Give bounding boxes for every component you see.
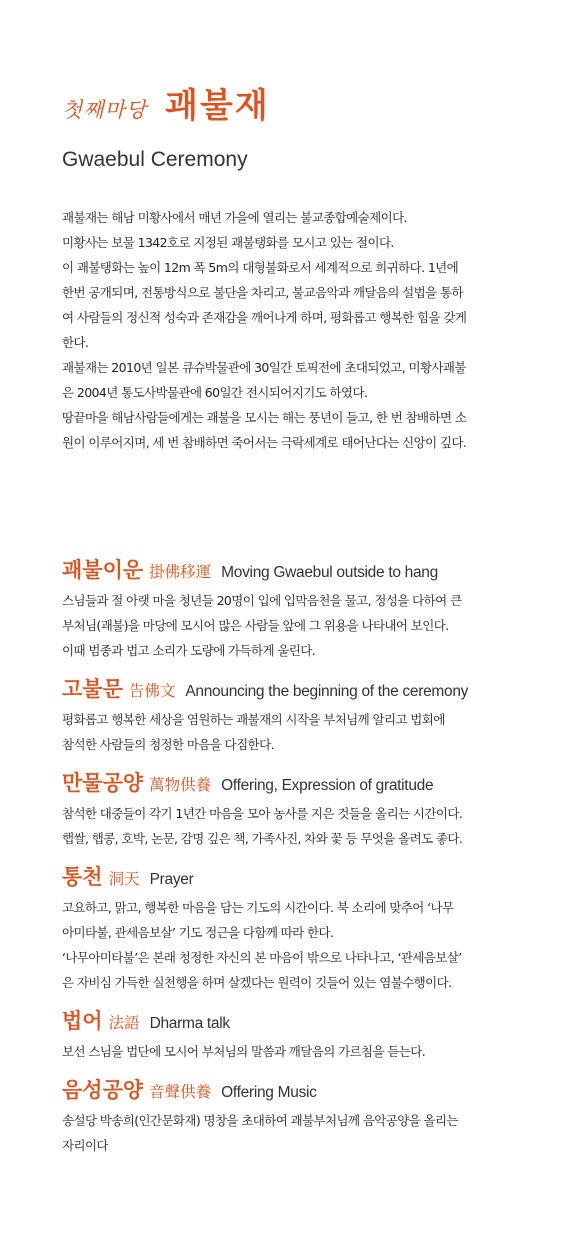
- program-section: [62, 1076, 524, 1158]
- section-title-korean: 통천: [62, 864, 103, 889]
- section-body: [62, 588, 524, 663]
- section-line: 참석한 대중들이 각기 1년간 마음을 모아 농사를 지은 것들을 올리는 시간이다.: [62, 806, 463, 821]
- intro-line: 한번 공개되며, 전통방식으로 불단을 차리고, 불교음악과 깨달음의 설법을 통하: [62, 285, 463, 300]
- section-heading: [62, 1076, 524, 1107]
- section-title-hanja: 法語: [108, 1014, 140, 1032]
- section-kicker: 첫째마당: [62, 98, 148, 122]
- program-section: [62, 1007, 524, 1064]
- intro-line: 미황사는 보물 1342호로 지정된 괘불탱화를 모시고 있는 절이다.: [62, 235, 394, 250]
- section-title-korean: 괘불이운: [62, 557, 144, 582]
- section-heading: [62, 863, 524, 894]
- intro-line: 한다.: [62, 335, 89, 350]
- program-section: [62, 863, 524, 995]
- section-body: [62, 1108, 524, 1158]
- section-title-english: Announcing the beginning of the ceremony: [185, 683, 469, 700]
- section-title-english: Dharma talk: [149, 1015, 230, 1032]
- section-heading: [62, 675, 524, 706]
- intro-line: 괘불재는 2010년 일본 큐슈박물관에 30일간 토픽전에 초대되었고, 미황사괘불: [62, 360, 466, 375]
- section-heading: [62, 1007, 524, 1038]
- section-title-hanja: 掛佛移運: [149, 563, 212, 581]
- section-title-korean: 만물공양: [62, 770, 144, 795]
- section-heading: [62, 769, 524, 800]
- section-line: 고요하고, 맑고, 행복한 마음을 담는 기도의 시간이다. 북 소리에 맞추어 ‘나무: [62, 900, 454, 915]
- intro-line: 원이 이루어지며, 세 번 참배하면 죽어서는 극락세계로 태어난다는 신앙이 깊다.: [62, 435, 467, 450]
- section-body: [62, 801, 524, 851]
- section-title-hanja: 音聲供養: [149, 1083, 212, 1101]
- intro-line: 은 2004년 통도사박물관에 60일간 전시되어지기도 하였다.: [62, 385, 368, 400]
- section-line: 평화롭고 행복한 세상을 염원하는 괘불재의 시작을 부처님께 알리고 법회에: [62, 712, 445, 727]
- section-line: 자리이다: [62, 1138, 108, 1153]
- intro-paragraph: [62, 205, 524, 455]
- page-header: [62, 78, 270, 127]
- section-line: ‘나무아미타불’은 본래 청정한 자신의 본 마음이 밖으로 나타나고, ‘관세음보살’: [62, 950, 462, 965]
- section-title-english: Prayer: [149, 871, 194, 888]
- page-title: 괘불재: [165, 86, 270, 126]
- intro-line: 이 괘불탱화는 높이 12m 폭 5m의 대형불화로서 세계적으로 희귀하다. 1년에: [62, 260, 459, 275]
- section-title-english: Offering, Expression of gratitude: [221, 777, 434, 794]
- section-title-hanja: 洞天: [108, 870, 140, 888]
- section-title-hanja: 萬物供養: [149, 776, 212, 794]
- section-line: 은 자비심 가득한 실천행을 하며 살겠다는 원력이 깃들어 있는 염불수행이다.: [62, 975, 452, 990]
- program-section: [62, 769, 524, 851]
- program-sections: [62, 556, 524, 1170]
- section-line: 보선 스님을 법단에 모시어 부처님의 말씀과 깨달음의 가르침을 듣는다.: [62, 1044, 426, 1059]
- section-line: 참석한 사람들의 청정한 마음을 다짐한다.: [62, 737, 274, 752]
- program-section: [62, 556, 524, 663]
- section-title-korean: 음성공양: [62, 1077, 144, 1102]
- intro-line: 괘불재는 해남 미황사에서 매년 가을에 열리는 불교종합예술제이다.: [62, 210, 407, 225]
- section-title-english: Offering Music: [221, 1084, 317, 1101]
- intro-line: 땅끝마을 해남사람들에게는 괘불을 모시는 해는 풍년이 들고, 한 번 참배하면 소: [62, 410, 467, 425]
- section-line: 송설당 박송희(인간문화재) 명창을 초대하여 괘불부처님께 음악공양을 올리는: [62, 1113, 458, 1128]
- section-body: [62, 1039, 524, 1064]
- section-body: [62, 895, 524, 995]
- section-title-korean: 법어: [62, 1008, 103, 1033]
- section-line: 부처님(괘불)을 마당에 모시어 많은 사람들 앞에 그 위용을 나타내어 보인다.: [62, 618, 449, 633]
- section-line: 아미타불, 관세음보살’ 기도 정근을 다함께 따라 한다.: [62, 925, 334, 940]
- section-title-korean: 고불문: [62, 676, 123, 701]
- page-subtitle: Gwaebul Ceremony: [62, 148, 248, 171]
- section-body: [62, 707, 524, 757]
- section-line: 이때 범종과 법고 소리가 도량에 가득하게 울린다.: [62, 643, 316, 658]
- section-heading: [62, 556, 524, 587]
- section-title-english: Moving Gwaebul outside to hang: [221, 564, 438, 581]
- section-line: 스님들과 절 아랫 마을 청년들 20명이 입에 입막음천을 물고, 정성을 다하여 큰: [62, 593, 462, 608]
- section-line: 햅쌀, 햅콩, 호박, 논문, 감명 깊은 책, 가족사진, 차와 꽃 등 무엇을 올려도 좋다.: [62, 831, 463, 846]
- intro-line: 여 사람들의 정신적 성숙과 존재감을 깨어나게 하며, 평화롭고 행복한 힘을 갖게: [62, 310, 467, 325]
- program-section: [62, 675, 524, 757]
- section-title-hanja: 告佛文: [128, 682, 176, 700]
